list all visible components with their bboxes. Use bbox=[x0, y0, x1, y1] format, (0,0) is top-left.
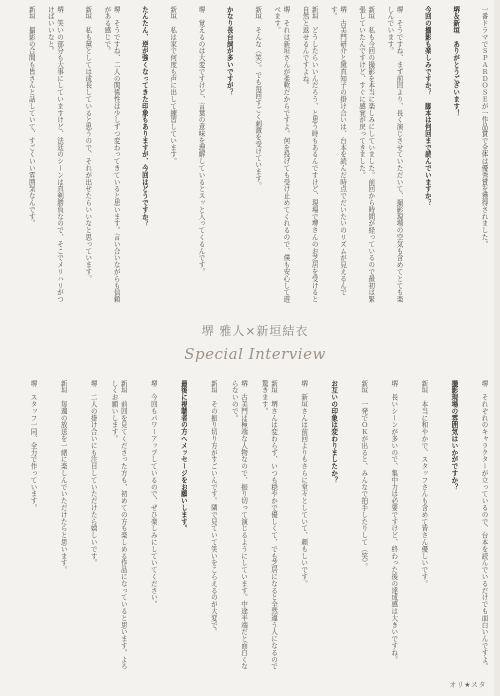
interview-answer: 堺 そうですね、二人の関係性は少しずつ変わってきていると思います。言い合いながらも信頼がある感じで。 bbox=[102, 6, 121, 303]
interview-answer: 新垣 一発でＯＫが出ると、みんなで拍手したりして（笑）。 bbox=[359, 380, 368, 570]
interview-question: かなり長台詞が多いですが？ bbox=[225, 6, 234, 96]
interview-answer: 堺 それは新垣さんが柔軟だからですよ。何を投げても受け止めてくれるので、僕も安心して遊べます。 bbox=[272, 6, 290, 303]
text-column bbox=[378, 6, 403, 306]
text-column bbox=[401, 380, 428, 676]
text-column bbox=[220, 380, 247, 676]
interview-answer: 新垣 どうしたらいいんだろう、と思う時もあるんですけど、現場で堺さんのお芝居を受けると自然と返せるんですよね。 bbox=[301, 6, 319, 303]
interview-answer: 新垣 私は家で何度も声に出して練習しています。 bbox=[168, 6, 177, 165]
text-column bbox=[251, 380, 278, 676]
interview-answer: 堺 古美門研介と黛真知子の掛け合いは、台本を読んだ時点でだいたいのリズムが見えるんです。 bbox=[329, 6, 347, 296]
interview-answer: 堺 スタッフ一同、全力で作っています。 bbox=[29, 380, 38, 512]
text-column bbox=[281, 380, 308, 676]
page-folio: オリ★スタ bbox=[449, 681, 486, 689]
bottom-text-band bbox=[10, 380, 488, 676]
text-column bbox=[461, 380, 488, 676]
text-column bbox=[265, 6, 290, 306]
text-column bbox=[434, 6, 459, 306]
text-column bbox=[10, 380, 37, 676]
interview-answer: 新垣 私も黛としては成長していると思うので、それが出せたらいいなと思っています。 bbox=[83, 6, 92, 282]
text-column bbox=[123, 6, 148, 306]
interview-question: たんたん、逆が強くなってきた印象もありますが、今回はどうですか？ bbox=[140, 6, 149, 227]
interview-answer: 堺 笑いの部分も大事にしていますけど、法廷のシーンは真剣勝負なので、そこでメリハリがつけばいいなと。 bbox=[46, 6, 64, 303]
top-text-band bbox=[10, 6, 488, 306]
title-block bbox=[170, 318, 340, 376]
text-column bbox=[10, 6, 35, 306]
interview-answer: 堺 長いシーンが多いので、集中力は必要ですけど、終わった後の達成感は大きいですね。 bbox=[389, 380, 398, 663]
interview-answer: 堺 覚えるのは大変ですけど、言葉の意味を理解しているとスッと入ってくるんです。 bbox=[197, 6, 206, 276]
text-column bbox=[321, 6, 346, 306]
interview-answer: 新垣 前回を見てくださった方も、初めての方も楽しめる作品になっていると思います。よろしくお願いします。 bbox=[110, 380, 128, 670]
interview-question: 最後に視聴者の方へメッセージをお願いします。 bbox=[179, 380, 188, 532]
interview-answer: 堺 今回もパワーアップしているので、ぜひ楽しみにしていてください。 bbox=[149, 380, 158, 608]
text-column bbox=[341, 380, 368, 676]
text-column bbox=[40, 380, 67, 676]
page-edge bbox=[494, 0, 500, 696]
interview-title-jp: 堺 雅人×新垣結衣 bbox=[201, 324, 309, 338]
text-column bbox=[406, 6, 431, 306]
text-column bbox=[236, 6, 261, 306]
interview-answer: 新垣 毎週の放送を一緒に楽しんでいただけたらと思います。 bbox=[59, 380, 68, 574]
text-column bbox=[293, 6, 318, 306]
interview-question: 撮影現場の雰囲気はいかがですか？ bbox=[449, 380, 458, 491]
interview-answer: 新垣 本当に和やかで、スタッフさんも含めて皆さん優しいです。 bbox=[419, 380, 428, 587]
interview-answer: 堺 古美門は極端な人物なので、振り切って演じるようにしています。中途半端だと面白くならないので。 bbox=[230, 380, 248, 670]
text-column bbox=[67, 6, 92, 306]
interview-answer: 新垣 堺さんは変わらず、いつも穏やかで優しくて、でも芝居になると全然違う人になるので驚きます。 bbox=[260, 380, 278, 670]
interview-answer: 堺 それぞれのキャラクターが立っているので、台本を読んでいるだけでも面白いんですよ。 bbox=[480, 380, 488, 670]
text-column bbox=[463, 6, 488, 306]
interview-answer: 堺 新垣さんは前回よりもさらに堂々としていて、頼もしいです。 bbox=[299, 380, 308, 587]
interview-answer: 一番ドラマでＳＰＡＲＤＯＳＥが一作品賞で全体は優秀賞を獲得されました。 bbox=[480, 6, 488, 248]
interview-question: 堺＆新垣 ありがとうございます！ bbox=[451, 6, 460, 117]
interview-title-en: Special Interview bbox=[184, 345, 326, 363]
text-column bbox=[208, 6, 233, 306]
text-column bbox=[70, 380, 97, 676]
text-column bbox=[95, 6, 120, 306]
text-column bbox=[130, 380, 157, 676]
text-column bbox=[371, 380, 398, 676]
text-column bbox=[431, 380, 458, 676]
text-column bbox=[38, 6, 63, 306]
interview-question: 今回の撮影も楽しみですか？ 脚本は何回まで読んでいますか？ bbox=[423, 6, 432, 207]
text-column bbox=[180, 6, 205, 306]
interview-answer: 堺 そうですね、まず前回より、長く演じさせていただいて、撮影現場の空気も含めてとても楽しんでいます。 bbox=[385, 6, 404, 303]
text-column bbox=[151, 6, 176, 306]
text-column bbox=[160, 380, 187, 676]
interview-question: お互いの印象は変わりましたか？ bbox=[329, 380, 338, 484]
interview-answer: 新垣 そんな（笑）。でも毎回すごく刺激を受けています。 bbox=[253, 6, 262, 189]
text-column bbox=[350, 6, 375, 306]
interview-answer: 堺 二人の掛け合いにも注目していただけたら嬉しいです。 bbox=[89, 380, 98, 567]
text-column bbox=[311, 380, 338, 676]
interview-answer: 新垣 その振り切り方がすごいんです。隣で見ていて笑いをこらえるのが大変で。 bbox=[209, 380, 218, 636]
interview-answer: 新垣 撮影の合間も皆さんと話していて、すごくいい雰囲気なんです。 bbox=[27, 6, 36, 227]
text-column bbox=[100, 380, 127, 676]
interview-answer: 新垣 私も今回の撮影を本当に楽しみにしていました。前回から時間が経っているので最初は緊張していたんですけど、すぐに感覚が戻ってきました。 bbox=[357, 6, 375, 303]
text-column bbox=[190, 380, 217, 676]
